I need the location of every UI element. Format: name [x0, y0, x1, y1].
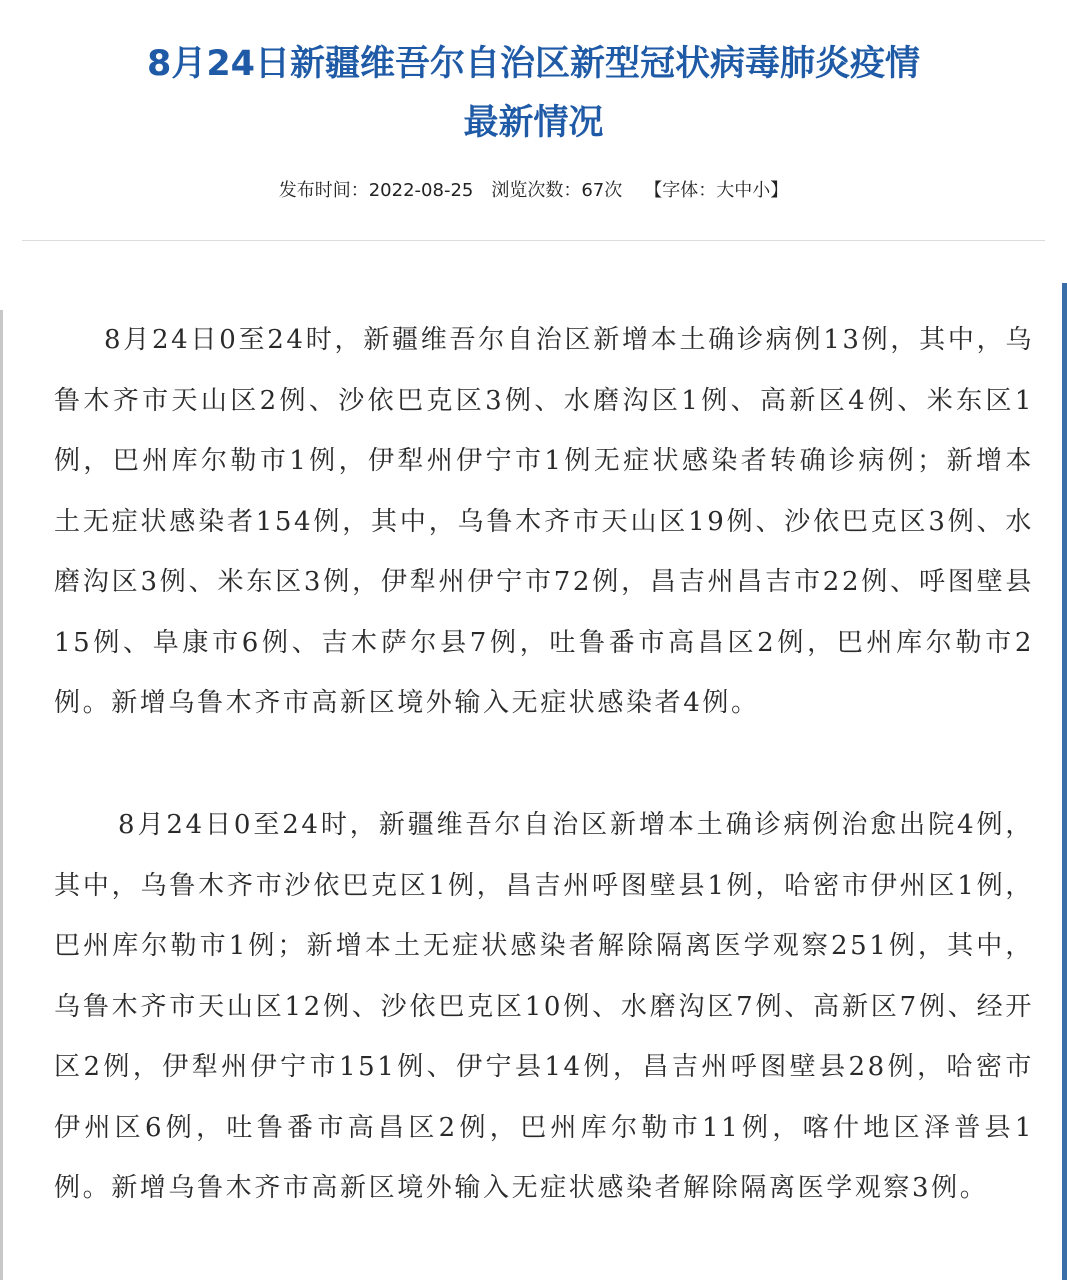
- font-size-prefix: 【字体：: [644, 180, 717, 201]
- article-paragraph-1: 8月24日0至24时，新疆维吾尔自治区新增本土确诊病例13例，其中，乌鲁木齐市天山区2例、沙依巴克区3例、水磨沟区1例、高新区4例、米东区1例，巴州库尔勒市1例，伊犁州伊宁市1例无症状感染者转确诊病例；新增本土无症状感染者154例，其中，乌鲁木齐市天山区19例、沙依巴克区3例、水磨沟区3例、米东区3例，伊犁州伊宁市72例，昌吉州昌吉市22例、呼图壁县15例、阜康市6例、吉木萨尔县7例，吐鲁番市高昌区2例，巴州库尔勒市2例。新增乌鲁木齐市高新区境外输入无症状感染者4例。: [54, 325, 1034, 718]
- publish-date: 2022-08-25: [368, 180, 474, 201]
- font-medium-link[interactable]: 中: [734, 180, 753, 201]
- publish-label: 发布时间：: [278, 180, 369, 201]
- content-left-border: [0, 310, 3, 1280]
- article-title-line2: 最新情况: [463, 103, 604, 143]
- font-large-link[interactable]: 大: [716, 180, 735, 201]
- views-label: 浏览次数：: [491, 180, 582, 201]
- font-small-link[interactable]: 小: [752, 180, 771, 201]
- views-count: 67次: [581, 180, 623, 201]
- content-scrollbar[interactable]: [1062, 283, 1067, 1280]
- article-title-line1: 8月24日新疆维吾尔自治区新型冠状病毒肺炎疫情: [146, 44, 921, 84]
- header-divider: [22, 240, 1045, 241]
- article-meta: [0, 176, 1067, 202]
- font-size-suffix: 】: [770, 180, 789, 201]
- article-paragraph-2: 8月24日0至24时，新疆维吾尔自治区新增本土确诊病例治愈出院4例，其中，乌鲁木齐市沙依巴克区1例，昌吉州呼图壁县1例，哈密市伊州区1例，巴州库尔勒市1例；新增本土无症状感染者解除隔离医学观察251例，其中，乌鲁木齐市天山区12例、沙依巴克区10例、水磨沟区7例、高新区7例、经开区2例，伊犁州伊宁市151例、伊宁县14例，昌吉州呼图壁县28例，哈密市伊州区6例，吐鲁番市高昌区2例，巴州库尔勒市11例，喀什地区泽普县1例。新增乌鲁木齐市高新区境外输入无症状感染者解除隔离医学观察3例。: [54, 810, 1034, 1203]
